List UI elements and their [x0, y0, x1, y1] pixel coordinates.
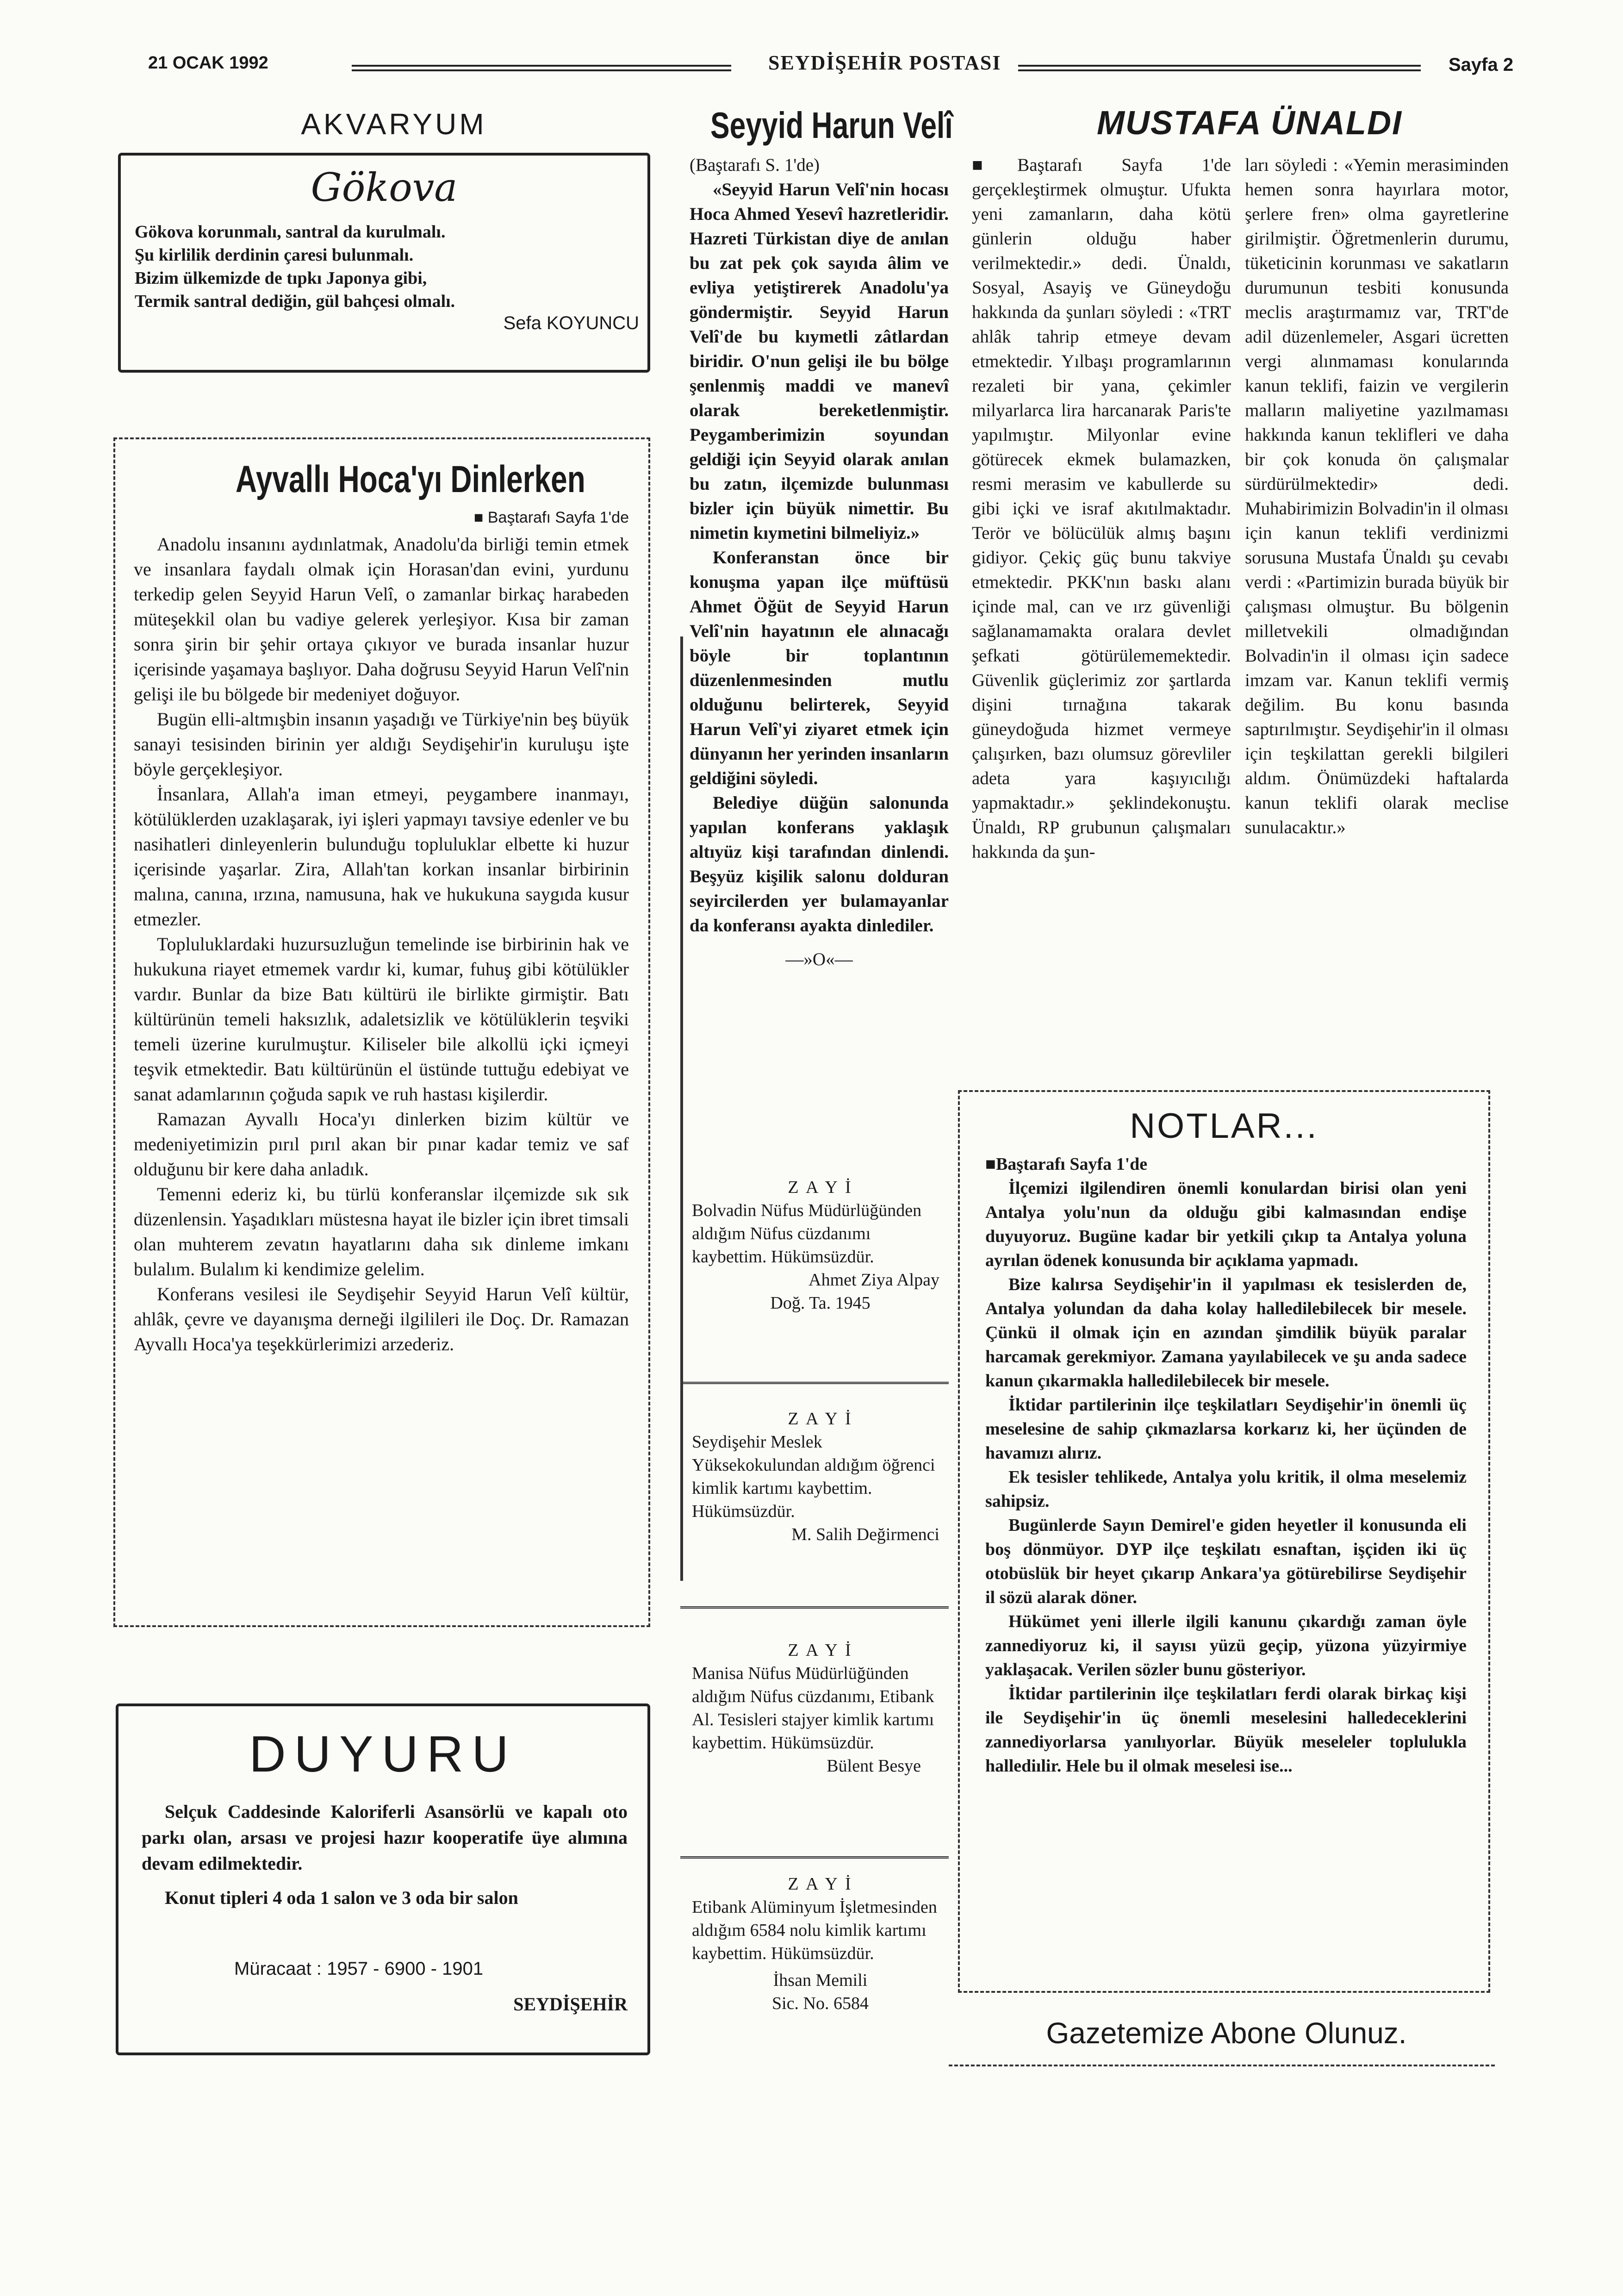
ayvalli-continued: ■ Baştarafı Sayfa 1'de [473, 509, 629, 526]
poem-line: Gökova korunmalı, santral da kurulmalı. [135, 222, 446, 242]
zayi-notice [692, 1872, 949, 2015]
seyyid-continued: (Baştarafı S. 1'de) [690, 155, 820, 175]
subscribe-banner: Gazetemize Abone Olunuz. [1046, 2016, 1407, 2050]
zayi-signature: Bülent Besye [827, 1756, 921, 1776]
zayi-title: Z A Y İ [788, 1409, 853, 1429]
ayvalli-title: Ayvallı Hoca'yı Dinlerken [236, 458, 585, 500]
zayi-text: Bolvadin Nüfus Müdürlüğünden aldığım Nüfus cüzdanımı kaybettim. Hükümsüzdür. [692, 1201, 922, 1267]
unaldi-title: MUSTAFA ÜNALDI [1097, 105, 1402, 142]
paragraph: Bugün elli-altmışbin insanın yaşadığı ve Türkiye'nin beş büyük sanayi tesisinden birinin yer aldığı Seydişehir'in kuruluşu işte böyle gerçekleşiyor. [134, 709, 629, 780]
zayi-separator [680, 1606, 949, 1609]
poem-line: Şu kirlilik derdinin çaresi bulunmalı. [135, 245, 414, 265]
notlar-continued: ■Baştarafı Sayfa 1'de [985, 1154, 1148, 1174]
masthead-rule-left [352, 65, 731, 71]
zayi-signature-extra: Doğ. Ta. 1945 [770, 1293, 871, 1313]
seyyid-title: Seyyid Harun Velî [710, 105, 953, 146]
paragraph: İnsanlara, Allah'a iman etmeyi, peygambere inanmayı, kötülüklerden uzaklaşarak, iyi işleri yapmayı tavsiye edenler ve bu nasihatleri dinleyenlerin bulunduğu topluluklar elbette ki huzur içerisinde yaşarlar. Zira, Allah'tan korkan insanlar birbirinin malına, canına, ırzına, namusuna, hak ve hukukuna saygıda kusur etmezler. [134, 784, 629, 930]
zayi-text: Etibank Alüminyum İşletmesinden aldığım 6584 nolu kimlik kartımı kaybettim. Hükümsüzdür. [692, 1897, 937, 1963]
paragraph: Konferans vesilesi ile Seydişehir Seyyid Harun Velî kültür, ahlâk, çevre ve dayanışma derneği ilgilileri ile Doç. Dr. Ramazan Ayvallı Hoca'ya teşekkürlerimizi arzederiz. [134, 1284, 629, 1354]
akvaryum-box [118, 107, 650, 373]
duyuru-title: DUYURU [249, 1726, 517, 1783]
subscribe-rule [949, 2065, 1495, 2066]
paragraph: İktidar partilerinin ilçe teşkilatları ferdi olarak birkaç kişi ile Seydişehir'in üç önemli meselesini halledeceklerini zannediyorlarsa yanılıyorlar. Büyük meseleler toplulukla hallediılir. Hele bu il olmak meselesi ise... [985, 1684, 1467, 1776]
paragraph: Ramazan Ayvallı Hoca'yı dinlerken bizim kültür ve medeniyetimizin pırıl pırıl akan bir pınar kadar temiz ve saf olduğunu bir kere daha anladık. [134, 1109, 629, 1179]
paragraph: Topluluklardaki huzursuzluğun temelinde ise birbirinin hak ve hukukuna riayet etmemek vardır ki, kumar, fuhuş gibi kötülükler vardır. Bunlar da bize Batı kültürü ile birlikte girmiştir. Batı kültürünün temeli haksızlık, adaletsizlik ve kötülüklerin teşviki temeli üzerine kurulmuştur. Kiliseler bile alkollü içki içmeyi teşvik etmektedir. Batı kültürünün el üstünde tuttuğu edebiyat ve sanat adamlarının çoğuda sapık ve ruh hastası kişilerdir. [134, 934, 629, 1104]
akvaryum-poem [135, 220, 639, 334]
duyuru-body [142, 1799, 628, 1911]
paragraph: Bugünlerde Sayın Demirel'e giden heyetler il konusunda eli boş dönmüyor. DYP ilçe teşkilatı esnaftan, işçiden iki üç otobüslük bir heyet çıkarıp Ankara'ya götürebilirse Seydişehir il sözü alarak döner. [985, 1516, 1467, 1607]
duyuru-box [116, 1703, 650, 2055]
ayvalli-article-box [113, 437, 650, 1627]
duyuru-paragraph: Selçuk Caddesinde Kaloriferli Asansörlü ve kapalı oto parkı olan, arsası ve projesi hazır kooperatife üye alımına devam edilmektedir. [142, 1801, 628, 1874]
masthead-rule-right [1018, 65, 1421, 71]
unaldi-column-1: ■Baştarafı Sayfa 1'de gerçekleştirmek olmuştur. Ufukta yeni zamanların, daha kötü günlerin olduğu haber verilmektedir.» dedi. Ünaldı, Sosyal, Asayiş ve Güneydoğu hakkında da şunları söyledi : «TRT ahlâk tahrip etmeye devam etmektedir. Yılbaşı programlarının rezaleti bir yana, çekimler milyarlarca lira harcanarak Paris'te yapılmıştır. Milyonlar evine götürecek ekmek bulamazken, resmi merasim ve kabullerde su gibi içki ve israf akıtılmaktadır. Terör ve bölücülük almış başını gidiyor. Çekiç güç bunu takviye etmektedir. PKK'nın baskı alanı içinde mal, can ve ırz güvenliği sağlanamamakta oralara devlet şefkati götürülememektedir. Güvenlik güçlerimiz zor şartlarda dişini tırnağına takarak güneydoğuda hizmet vermeye çalışırken, bazı olumsuz görevliler adeta yara kaşıyıcılığı yapmaktadır.» şeklindekonuştu. Ünaldı, RP grubunun çalışmaları hakkında da şun- [972, 155, 1231, 862]
zayi-separator [680, 1382, 949, 1384]
paragraph: Konferanstan önce bir konuşma yapan ilçe müftüsü Ahmet Öğüt de Seyyid Harun Velî'nin hayatının ele alınacağı böyle bir toplantının düzenlenmesinden mutlu olduğunu belirterek, Seyyid Harun Velî'yi ziyaret etmek için dünyanın her yerinden insanların geldiğini söyledi. [690, 548, 949, 788]
akvaryum-label: AKVARYUM [149, 107, 639, 141]
notlar-title: NOTLAR... [1130, 1106, 1318, 1146]
zayi-text: Seydişehir Meslek Yüksekokulundan aldığım öğrenci kimlik kartımı kaybettim. Hükümsüzdür. [692, 1432, 935, 1521]
ayvalli-body [134, 532, 629, 1357]
akvaryum-author: Sefa KOYUNCU [503, 313, 639, 333]
zayi-signature: İhsan Memili [773, 1971, 868, 1990]
section-divider: —»O«— [785, 949, 853, 969]
masthead-date: 21 OCAK 1992 [148, 53, 268, 73]
paragraph: «Seyyid Harun Velî'nin hocası Hoca Ahmed Yesevî hazretleridir. Hazreti Türkistan diye de anılan bu zat pek çok sayıda âlim ve evliya yetiştirerek Anadolu'ya göndermiştir. Seyyid Harun Velî'de bu kıymetli zâtlardan biridir. O'nun gelişi ile bu bölge şenlenmiş maddi ve manevî olarak bereketlenmiştir. Peygamberimizin soyundan geldiği için Seyyid olarak anılan bu zatın, ilçemizde bulunması bizler için büyük nimettir. Bu nimetin kıymetini bilmeliyiz.» [690, 180, 949, 543]
duyuru-contact: Müracaat : 1957 - 6900 - 1901 [234, 1959, 484, 1979]
unaldi-column-2: ları söyledi : «Yemin merasiminden hemen sonra hayırlara motor, şerlere fren» olma gayretlerine girilmiştir. Öğretmenlerin durumu, tüketicinin korunması ve sakatların durumunun tesbiti konusunda meclis araştırmamız var, TRT'de adil düzenlemeler, Asgari ücretten vergi alınmaması konularında kanun teklifi, faizin ve vergilerin malların maliyetine yazılmaması hakkında kanun teklifleri ve daha bir çok konuda ön çalışmalar sürdürülmektedir» dedi. Muhabirimizin Bolvadin'in il olması için kanun teklifi verdinizmi sorusuna Mustafa Ünaldı şu cevabı verdi : «Partimizin burada büyük bir çalışması olmuştur. Bu bölgenin milletvekili olmadığından Bolvadin'in il olması için sadece imzam var. Kanun teklifi vermiş değilim. Bu konu basında saptırılmıştır. Seydişehir'in il olması için teşkilattan gerekli bilgileri aldım. Önümüzdeki haftalarda kanun teklifi olarak meclise sunulacaktır.» [1245, 155, 1509, 837]
paragraph: Ek tesisler tehlikede, Antalya yolu kritik, il olma meselemiz sahipsiz. [985, 1467, 1467, 1511]
seyyid-body [690, 153, 949, 972]
paragraph: Temenni ederiz ki, bu türlü konferanslar ilçemizde sık sık düzenlensin. Yaşadıkları müstesna hayat ile bizler için ibret timsali olan muhterem zevatın hayatlarını daha sık dinleme imkanı bulalım. Bulalım ki kendimize gelelim. [134, 1184, 629, 1279]
akvaryum-title: Gökova [311, 165, 458, 210]
zayi-notice [692, 1639, 949, 1778]
seyyid-vertical-rule [680, 636, 683, 1581]
duyuru-paragraph: Konut tipleri 4 oda 1 salon ve 3 oda bir salon [165, 1887, 518, 1908]
duyuru-place: SEYDİŞEHİR [513, 1994, 628, 2015]
zayi-title: Z A Y İ [788, 1874, 853, 1894]
zayi-signature-extra: Sic. No. 6584 [772, 1994, 869, 2013]
paragraph: Anadolu insanını aydınlatmak, Anadolu'da birliği temin etmek ve insanlara faydalı olmak için Horasan'dan evini, yurdunu terkedip gelen Seyyid Harun Velî, o zamanlar birkaç harabeden müteşekkil olan bu vadiye gelerek yerleşiyor. Kısa bir zaman sonra şirin bir şehir ortaya çıkıyor ve burada insanlar huzur içerisinde yaşamaya başlıyor. Daha doğrusu Seyyid Harun Velî'nin gelişi ile bu bölgede bir medeniyet doğuyor. [134, 534, 629, 705]
paragraph: Hükümet yeni illerle ilgili kanunu çıkardığı zaman öyle zannediyoruz ki, il sayısı yüzü geçip, yüzona yüzyirmiye yaklaşacak. Verilen sözler bunu gösteriyor. [985, 1612, 1467, 1679]
poem-line: Termik santral dediğin, gül bahçesi olmalı. [135, 292, 455, 311]
poem-line: Bizim ülkemizde de tıpkı Japonya gibi, [135, 268, 427, 288]
zayi-signature: M. Salih Değirmenci [791, 1525, 939, 1544]
notlar-body [985, 1152, 1467, 1778]
zayi-text: Manisa Nüfus Müdürlüğünden aldığım Nüfus cüzdanımı, Etibank Al. Tesisleri stajyer kimlik kartımı kaybettim. Hükümsüzdür. [692, 1664, 934, 1753]
zayi-title: Z A Y İ [788, 1178, 853, 1197]
paragraph: İktidar partilerinin ilçe teşkilatları Seydişehir'in önemli üç meselesine de sahip çıkmazlarsa korkarız ki, her üçünden de havamızı alırız. [985, 1395, 1467, 1463]
paragraph: Bize kalırsa Seydişehir'in il yapılması ek tesislerden de, Antalya yolundan da daha kolay halledilebilecek bir mesele. Çünkü il olmak için en azından şimdilik büyük paralar harcamak gerekmiyor. Zamana yayılabilecek ve şu anda sadece kanun çıkarmakla halledilebilecek bir mesele. [985, 1275, 1467, 1391]
paragraph: Belediye düğün salonunda yapılan konferans yaklaşık altıyüz kişi tarafından dinlendi. Beşyüz kişilik salonu dolduran seyircilerden yer bulamayanlar da konferansı ayakta dinlediler. [690, 793, 949, 936]
paragraph: İlçemizi ilgilendiren önemli konulardan birisi olan yeni Antalya yolu'nun da olduğu gibi kalmasından endişe duyuyoruz. Bugüne kadar bir yetkili çıkıp ta Antalya yoluna ayrılan ödenek konusunda bir açıklama yapmadı. [985, 1179, 1467, 1270]
zayi-signature: Ahmet Ziya Alpay [808, 1270, 939, 1290]
zayi-separator [680, 1856, 949, 1859]
zayi-notice [692, 1407, 949, 1546]
masthead-paper-name: SEYDİŞEHİR POSTASI [768, 51, 1001, 74]
zayi-title: Z A Y İ [788, 1641, 853, 1660]
zayi-notice [692, 1176, 949, 1315]
masthead-page-number: Sayfa 2 [1449, 55, 1514, 75]
notlar-box [958, 1090, 1490, 1993]
